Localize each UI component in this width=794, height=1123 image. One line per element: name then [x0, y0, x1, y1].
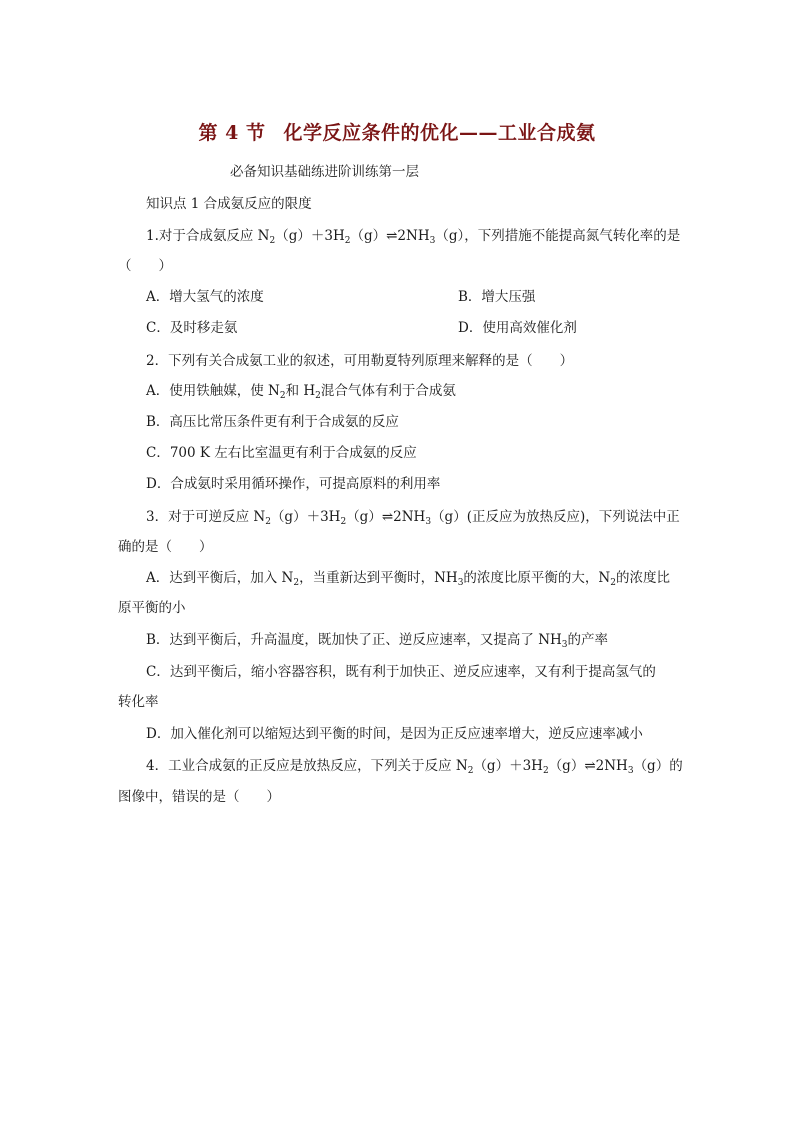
question-3-option-c-cont: 转化率 — [118, 694, 159, 710]
question-4-stem-cont: 图像中，错误的是（ ） — [118, 789, 280, 805]
question-2-option-d: D．合成氨时采用循环操作，可提高原料的利用率 — [146, 476, 441, 492]
subtitle: 必备知识基础练进阶训练第一层 — [230, 164, 419, 180]
question-1-option-d: D．使用高效催化剂 — [458, 320, 577, 336]
question-1-stem-cont: （ ） — [118, 258, 172, 274]
question-3-stem: 3．对于可逆反应 $N_2(g)+3H_2(g)\rightleftharpoons 2NH_3(g)$(正反应为放热反应)，下列说法中正 — [146, 509, 680, 527]
knowledge-point: 知识点 1 合成氨反应的限度 — [146, 196, 312, 212]
section-title: 化学反应条件的优化——工业合成氨 — [283, 122, 596, 144]
question-1-option-b: B．增大压强 — [458, 289, 536, 305]
question-3-option-c: C．达到平衡后，缩小容器容积，既有利于加快正、逆反应速率，又有利于提高氢气的 — [146, 664, 656, 680]
question-3-option-b: B．达到平衡后，升高温度，既加快了正、逆反应速率，又提高了 $NH_3$的产率 — [146, 632, 609, 650]
question-2-option-a: A．使用铁触媒，使 $N_2$和 $H_2$混合气体有利于合成氨 — [146, 383, 456, 401]
question-3-option-a: A．达到平衡后，加入 $N_2$，当重新达到平衡时，$NH_3$的浓度比原平衡的大，$N_2$的浓度比 — [146, 570, 670, 588]
question-4-stem: 4．工业合成氨的正反应是放热反应，下列关于反应 $N_2(g)+3H_2(g)\rightleftharpoons 2NH_3(g)$的 — [146, 758, 683, 776]
question-1-options-cd — [146, 318, 716, 338]
question-3-option-d: D．加入催化剂可以缩短达到平衡的时间，是因为正反应速率增大，逆反应速率减小 — [146, 726, 643, 742]
section-number: 第 4 节 — [198, 122, 266, 144]
question-3-stem-cont: 确的是（ ） — [118, 539, 213, 555]
question-1-stem: 1.对于合成氨反应 $N_2(g)+3H_2(g)\rightleftharpoons 2NH_3(g)$，下列措施不能提高氮气转化率的是 — [146, 228, 681, 246]
question-1-options-ab — [146, 287, 716, 307]
page-title — [0, 118, 794, 145]
question-2-stem: 2．下列有关合成氨工业的叙述，可用勒夏特列原理来解释的是（ ） — [146, 353, 574, 369]
question-1-option-c: C．及时移走氨 — [146, 320, 238, 336]
question-3-option-a-cont: 原平衡的小 — [118, 600, 186, 616]
question-1-option-a: A．增大氢气的浓度 — [146, 289, 264, 305]
question-2-option-b: B．高压比常压条件更有利于合成氨的反应 — [146, 414, 399, 430]
question-2-option-c: C．700 K 左右比室温更有利于合成氨的反应 — [146, 445, 417, 461]
